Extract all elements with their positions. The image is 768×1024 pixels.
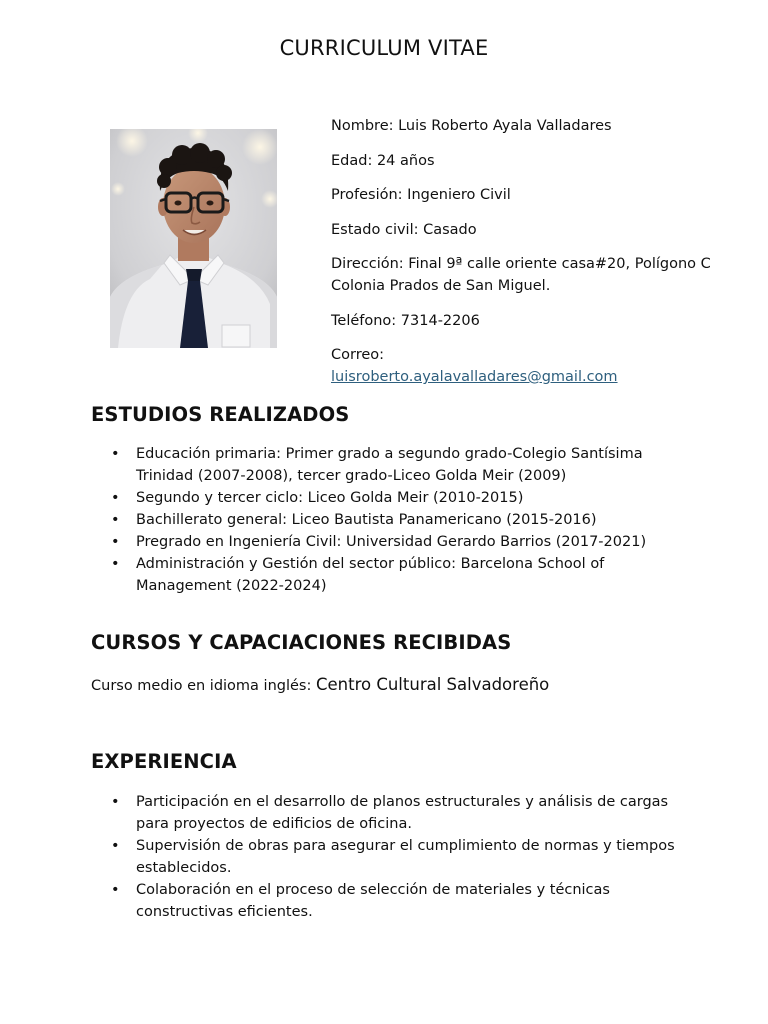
age-line: Edad: 24 años [331, 152, 435, 169]
address-line: Dirección: Final 9ª calle oriente casa#20, Polígono C Colonia Prados de San Miguel. [331, 256, 711, 294]
email-block [331, 344, 731, 388]
personal-info [331, 115, 731, 401]
civil-status-line: Estado civil: Casado [331, 221, 477, 238]
list-item: • Pregrado en Ingeniería Civil: Universidad Gerardo Barrios (2017-2021) [91, 531, 691, 553]
studies-heading: ESTUDIOS REALIZADOS [91, 403, 350, 426]
document-title: CURRICULUM VITAE [279, 36, 489, 60]
experience-list [91, 791, 691, 923]
list-item: • Educación primaria: Primer grado a segundo grado-Colegio Santísima Trinidad (2007-2008), tercer grado-Liceo Golda Meir (2009) [91, 443, 691, 487]
course-line [91, 674, 549, 697]
profession-line: Profesión: Ingeniero Civil [331, 187, 511, 203]
phone-line: Teléfono: 7314-2206 [331, 312, 480, 329]
email-label: Correo: [331, 347, 385, 363]
profile-photo [110, 129, 277, 348]
list-item: • Bachillerato general: Liceo Bautista Panamericano (2015-2016) [91, 509, 691, 531]
experience-heading: EXPERIENCIA [91, 750, 237, 773]
studies-list [91, 443, 691, 597]
courses-heading: CURSOS Y CAPACIACIONES RECIBIDAS [91, 631, 512, 654]
course-school: Centro Cultural Salvadoreño [315, 675, 550, 694]
list-item: • Colaboración en el proceso de selección de materiales y técnicas constructivas eficientes. [91, 879, 691, 923]
list-item: • Participación en el desarrollo de planos estructurales y análisis de cargas para proyectos de edificios de oficina. [91, 791, 691, 835]
list-item: • Segundo y tercer ciclo: Liceo Golda Meir (2010-2015) [91, 487, 691, 509]
list-item: • Administración y Gestión del sector público: Barcelona School of Management (2022-2024) [91, 553, 691, 597]
course-name: Curso medio en idioma inglés: [91, 678, 316, 694]
email-link[interactable]: luisroberto.ayalavalladares@gmail.com [331, 369, 618, 385]
list-item: • Supervisión de obras para asegurar el cumplimiento de normas y tiempos establecidos. [91, 835, 691, 879]
name-line: Nombre: Luis Roberto Ayala Valladares [331, 118, 612, 134]
